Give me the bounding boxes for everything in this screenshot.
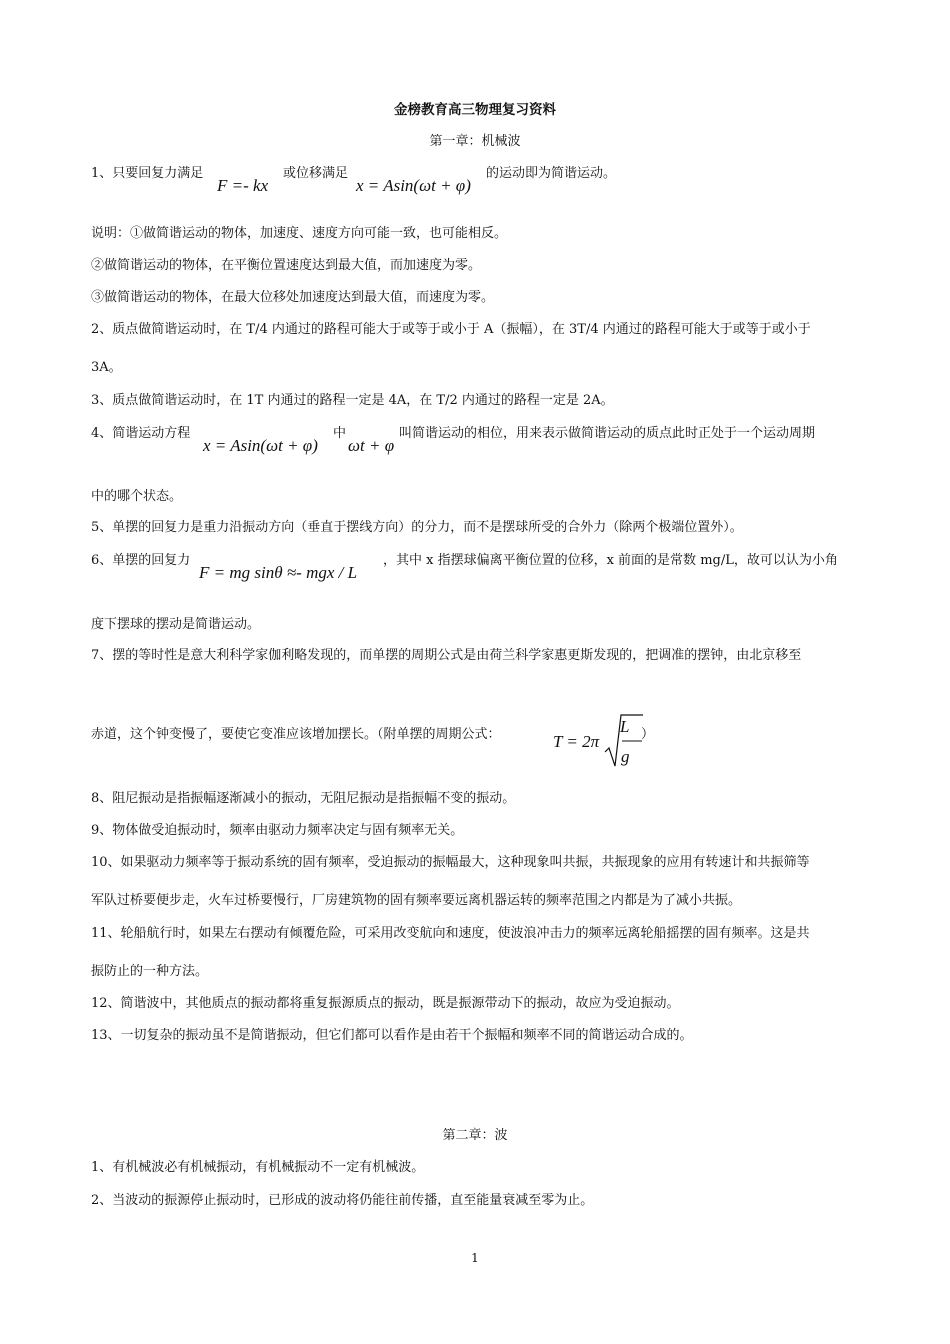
ch2-item2: 2、当波动的振源停止振动时，已形成的波动将仍能往前传播，直至能量衰减至零为止。 [91,1193,594,1208]
ch1-item1-formula-force: F =- kx [217,176,269,195]
ch1-item6-formula: F = mg sinθ ≈- mgx / L [199,563,358,582]
document-title: 金榜教育高三物理复习资料 [394,102,556,118]
ch1-item2-line1: 2、质点做简谐运动时，在 T/4 内通过的路程可能大于或等于或小于 A（振幅），在 3T/4 内通过的路程可能大于或等于或小于 [91,322,811,337]
ch1-item1-text-c: 的运动即为简谐运动。 [486,166,617,181]
ch1-item12: 12、简谐波中，其他质点的振动都将重复振源质点的振动，既是振源带动下的振动，故应为受迫振动。 [91,996,680,1011]
ch1-item7-text-c: ） [641,727,655,742]
ch2-item1: 1、有机械波必有机械振动，有机械振动不一定有机械波。 [91,1160,425,1175]
ch1-item4-formula-phase: ωt + φ [348,436,395,455]
ch1-item3: 3、质点做简谐运动时，在 1T 内通过的路程一定是 4A，在 T/2 内通过的路程一定是 2A。 [91,393,614,408]
ch1-item10-line2: 军队过桥要便步走，火车过桥要慢行，厂房建筑物的固有频率要远离机器运转的频率范围之内都是为了减小共振。 [91,893,742,908]
ch1-item4-text-c: 叫简谐运动的相位，用来表示做简谐运动的质点此时正处于一个运动周期 [399,426,816,441]
ch1-item6-text-b: ，其中 x 指摆球偏离平衡位置的位移，x 前面的是常数 mg/L，故可以认为小角 [383,553,838,568]
chapter2-heading: 第二章：波 [442,1128,508,1143]
ch1-item11-line2: 振防止的一种方法。 [91,964,209,979]
ch1-note3: ③做简谐运动的物体，在最大位移处加速度达到最大值，而速度为零。 [91,290,495,305]
ch1-item6-text-a: 6、单摆的回复力 [91,553,191,568]
ch1-item4-formula-equation: x = Asin(ωt + φ) [203,436,318,455]
ch1-item7-formula-numerator: L [620,717,630,736]
page-number: 1 [471,1251,479,1265]
ch1-item2-line2: 3A。 [91,360,122,375]
ch1-item4-text-b: 中 [333,426,347,441]
ch1-item9: 9、物体做受迫振动时，频率由驱动力频率决定与固有频率无关。 [91,823,464,838]
ch1-item4-text-d: 中的哪个状态。 [91,489,183,504]
ch1-item5: 5、单摆的回复力是重力沿振动方向（垂直于摆线方向）的分力，而不是摆球所受的合外力（除两个极端位置外）。 [91,520,743,535]
ch1-item10-line1: 10、如果驱动力频率等于振动系统的固有频率，受迫振动的振幅最大，这种现象叫共振，共振现象的应用有转速计和共振筛等 [91,855,810,870]
ch1-item7-formula-lhs: T = 2π [553,732,600,751]
ch1-item7-line1: 7、摆的等时性是意大利科学家伽利略发现的，而单摆的周期公式是由荷兰科学家惠更斯发现的，把调准的摆钟，由北京移至 [91,648,802,663]
ch1-item4-text-a: 4、简谐运动方程 [91,426,191,441]
ch1-item11-line1: 11、轮船航行时，如果左右摆动有倾覆危险，可采用改变航向和速度，使波浪冲击力的频率远离轮船摇摆的固有频率。这是共 [91,926,810,941]
ch1-note1: 说明：①做简谐运动的物体，加速度、速度方向可能一致，也可能相反。 [91,226,508,241]
ch1-item1-text-a: 1、只要回复力满足 [91,166,204,181]
chapter1-heading: 第一章：机械波 [429,134,521,149]
ch1-item6-text-c: 度下摆球的摆动是简谐运动。 [91,617,261,632]
ch1-item7-formula-denominator: g [621,747,630,766]
ch1-note2: ②做简谐运动的物体，在平衡位置速度达到最大值，而加速度为零。 [91,258,482,273]
ch1-item13: 13、一切复杂的振动虽不是简谐振动，但它们都可以看作是由若干个振幅和频率不同的简谐运动合成的。 [91,1028,693,1043]
ch1-item1-text-b: 或位移满足 [283,166,349,181]
ch1-item7-line2: 赤道，这个钟变慢了，要使它变准应该增加摆长。（附单摆的周期公式： [91,727,501,742]
ch1-item8: 8、阻尼振动是指振幅逐渐减小的振动，无阻尼振动是指振幅不变的振动。 [91,791,516,806]
ch1-item1-formula-displacement: x = Asin(ωt + φ) [356,176,471,195]
